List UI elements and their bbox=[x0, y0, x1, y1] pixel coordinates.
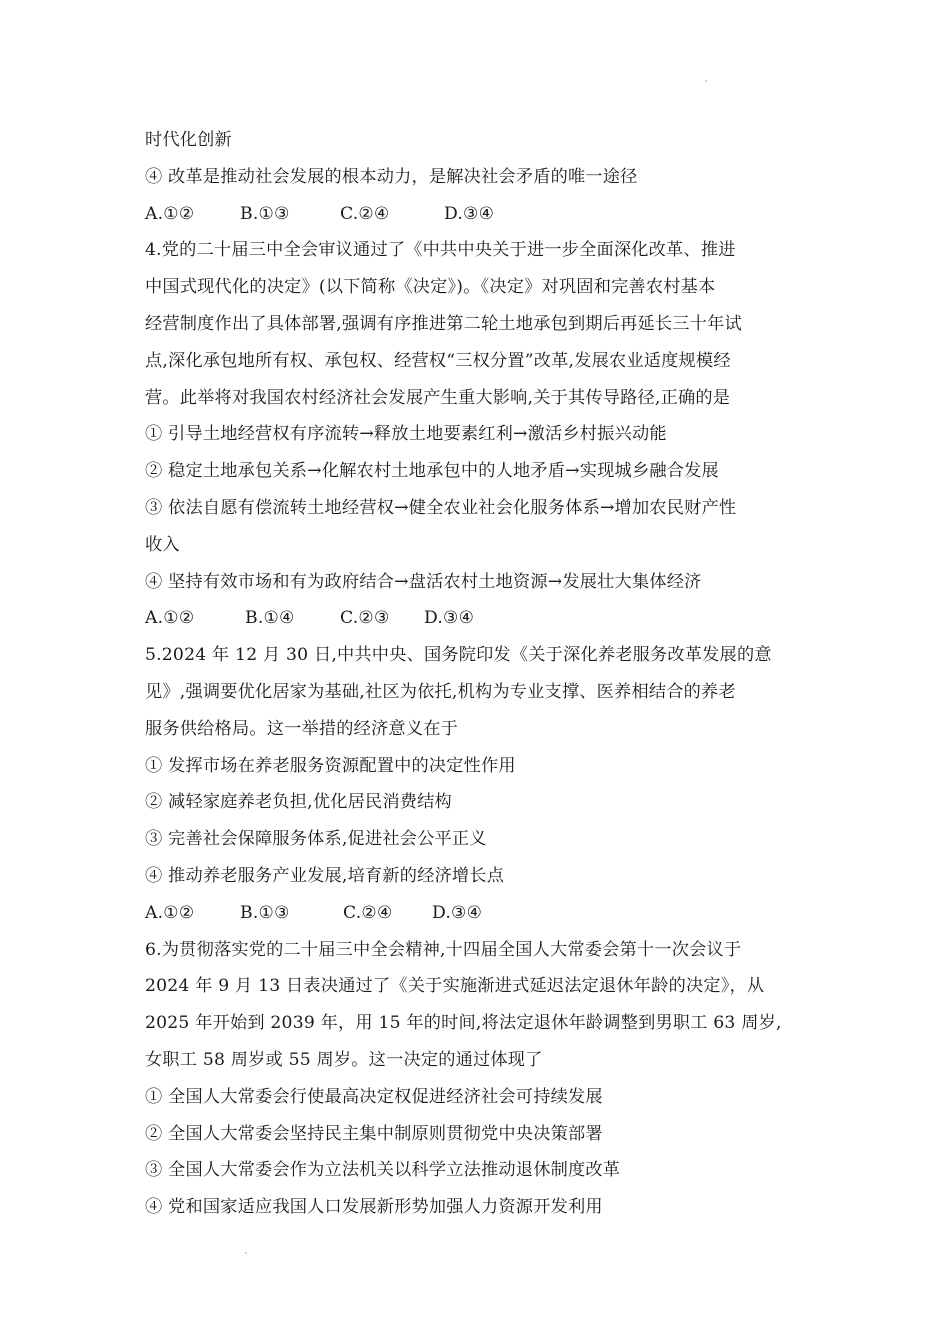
option-label: C.②③ bbox=[340, 608, 390, 629]
text-line: 5.2024 年 12 月 30 日,中共中央、国务院印发《关于深化养老服务改革发展的意 bbox=[145, 645, 772, 666]
text-line: ③ 完善社会保障服务体系,促进社会公平正义 bbox=[145, 829, 487, 850]
text-line: 点,深化承包地所有权、承包权、经营权“三权分置”改革,发展农业适度规模经 bbox=[145, 350, 731, 371]
text-line: 营。此举将对我国农村经济社会发展产生重大影响,关于其传导路径,正确的是 bbox=[145, 387, 731, 408]
text-line: ④ 推动养老服务产业发展,培育新的经济增长点 bbox=[145, 865, 505, 886]
text-line: ④ 党和国家适应我国人口发展新形势加强人力资源开发利用 bbox=[145, 1197, 603, 1218]
text-line: 4.党的二十届三中全会审议通过了《中共中央关于进一步全面深化改革、推进 bbox=[145, 240, 736, 261]
text-line: ④ 坚持有效市场和有为政府结合→盘活农村土地资源→发展壮大集体经济 bbox=[145, 571, 702, 592]
option-label: C.②④ bbox=[343, 902, 393, 923]
scan-speck-bottom bbox=[245, 1252, 247, 1254]
option-label: B.①③ bbox=[240, 203, 290, 224]
scan-speck-top bbox=[705, 80, 707, 82]
option-label: D.③④ bbox=[424, 608, 475, 629]
text-line: 服务供给格局。这一举措的经济意义在于 bbox=[145, 718, 458, 739]
text-line: 女职工 58 周岁或 55 周岁。这一决定的通过体现了 bbox=[145, 1049, 543, 1070]
text-line: 经营制度作出了具体部署,强调有序推进第二轮土地承包到期后再延长三十年试 bbox=[145, 313, 742, 334]
option-label: B.①③ bbox=[240, 902, 290, 923]
text-line: 时代化创新 bbox=[145, 130, 232, 150]
option-label: C.②④ bbox=[340, 203, 390, 224]
text-line: 6.为贯彻落实党的二十届三中全会精神,十四届全国人大常委会第十一次会议于 bbox=[145, 939, 742, 960]
answer-options bbox=[145, 895, 813, 932]
text-line: 见》,强调要优化居家为基础,社区为依托,机构为专业支撑、医养相结合的养老 bbox=[145, 681, 736, 702]
option-label: A.①② bbox=[145, 203, 195, 224]
option-label: A.①② bbox=[145, 902, 195, 923]
text-line: ④ 改革是推动社会发展的根本动力，是解决社会矛盾的唯一途径 bbox=[145, 166, 638, 187]
option-label: D.③④ bbox=[432, 902, 483, 923]
text-line: 收入 bbox=[145, 534, 180, 555]
text-line: ② 减轻家庭养老负担,优化居民消费结构 bbox=[145, 792, 452, 813]
text-line: ③ 全国人大常委会作为立法机关以科学立法推动退休制度改革 bbox=[145, 1160, 621, 1181]
text-line: ① 引导土地经营权有序流转→释放土地要素红利→激活乡村振兴动能 bbox=[145, 424, 667, 445]
document-body bbox=[145, 122, 813, 1226]
text-line: ① 发挥市场在养老服务资源配置中的决定性作用 bbox=[145, 755, 516, 776]
text-line: ② 稳定土地承包关系→化解农村土地承包中的人地矛盾→实现城乡融合发展 bbox=[145, 461, 719, 482]
text-line: 2024 年 9 月 13 日表决通过了《关于实施渐进式延迟法定退休年龄的决定》，从 bbox=[145, 976, 765, 997]
answer-options bbox=[145, 600, 813, 637]
option-label: D.③④ bbox=[444, 203, 495, 224]
text-line: ② 全国人大常委会坚持民主集中制原则贯彻党中央决策部署 bbox=[145, 1123, 603, 1144]
text-line: 中国式现代化的决定》(以下简称《决定》)。《决定》对巩固和完善农村基本 bbox=[145, 277, 716, 298]
text-line: ③ 依法自愿有偿流转土地经营权→健全农业社会化服务体系→增加农民财产性 bbox=[145, 497, 737, 518]
answer-options bbox=[145, 196, 813, 233]
option-label: A.①② bbox=[145, 608, 195, 629]
option-label: B.①④ bbox=[245, 608, 295, 629]
text-line: 2025 年开始到 2039 年，用 15 年的时间,将法定退休年龄调整到男职工 63 周岁, bbox=[145, 1013, 782, 1034]
text-line: ① 全国人大常委会行使最高决定权促进经济社会可持续发展 bbox=[145, 1086, 603, 1107]
